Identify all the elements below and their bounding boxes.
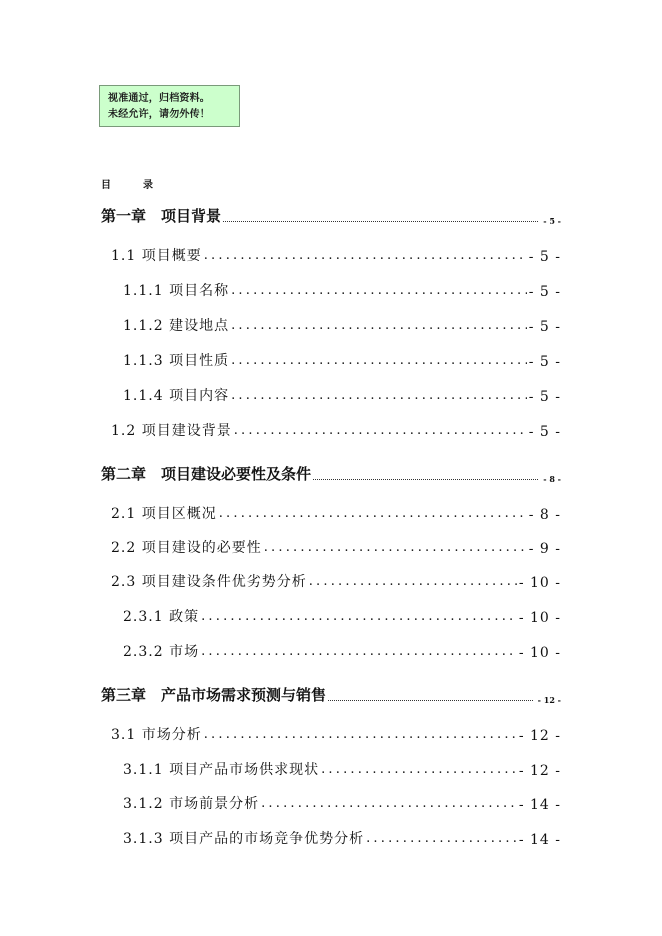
toc-entry-label: 1.1.4 项目内容: [123, 388, 230, 404]
toc-entry-page-number: - 9 -: [528, 541, 561, 557]
toc-leader-dots: [223, 221, 538, 222]
toc-entry-subsec[interactable]: [123, 606, 561, 626]
toc-entry-subsec[interactable]: [123, 828, 561, 848]
toc-entry-page-number: - 5 -: [528, 284, 561, 300]
toc-entry-subsec[interactable]: [123, 385, 561, 405]
toc-leader-dots: [204, 726, 517, 744]
toc-heading-char-1: 目: [101, 180, 111, 191]
toc-entry-subsec[interactable]: [123, 641, 561, 661]
toc-leader-dots: [219, 505, 527, 523]
toc-entry-page-number: - 5 -: [543, 216, 561, 226]
toc-entry-page-number: - 10 -: [518, 575, 561, 591]
toc-entry-label: 1.1.3 项目性质: [123, 353, 230, 369]
toc-heading: [101, 176, 153, 191]
toc-entry-page-number: - 12 -: [518, 763, 561, 779]
toc-leader-dots: [313, 479, 538, 480]
toc-entry-label: 第一章 项目背景: [101, 207, 222, 225]
toc-entry-chapter[interactable]: [101, 683, 561, 705]
toc-leader-dots: [264, 539, 527, 557]
toc-entry-subsec[interactable]: [123, 759, 561, 779]
toc-leader-dots: [261, 795, 517, 813]
toc-entry-label: 3.1.2 市场前景分析: [123, 796, 260, 812]
toc-leader-dots: [231, 282, 527, 300]
toc-entry-sec[interactable]: [111, 724, 561, 744]
toc-entry-sec[interactable]: [111, 420, 561, 440]
toc-entry-label: 2.3.1 政策: [123, 609, 200, 625]
toc-entry-label: 第二章 项目建设必要性及条件: [101, 465, 312, 483]
toc-entry-label: 2.3 项目建设条件优劣势分析: [111, 574, 307, 590]
toc-leader-dots: [204, 247, 527, 265]
toc-leader-dots: [321, 761, 517, 779]
toc-entry-page-number: - 12 -: [537, 695, 561, 705]
toc-entry-chapter[interactable]: [101, 462, 561, 484]
toc-entry-label: 3.1.3 项目产品的市场竞争优势分析: [123, 831, 365, 847]
toc-leader-dots: [328, 700, 533, 701]
toc-entry-label: 2.1 项目区概况: [111, 506, 217, 522]
toc-leader-dots: [366, 830, 517, 848]
toc-entry-subsec[interactable]: [123, 280, 561, 300]
toc-leader-dots: [231, 352, 527, 370]
toc-entry-page-number: - 8 -: [528, 507, 561, 523]
toc-entry-page-number: - 5 -: [528, 424, 561, 440]
toc-leader-dots: [201, 643, 517, 661]
toc-entry-sec[interactable]: [111, 537, 561, 557]
toc-entry-page-number: - 14 -: [518, 832, 561, 848]
toc-entry-page-number: - 10 -: [518, 610, 561, 626]
toc-entry-page-number: - 5 -: [528, 319, 561, 335]
notice-line-2: 未经允许，请勿外传！: [108, 109, 210, 120]
notice-line-1: 视准通过，归档资料。: [108, 93, 210, 104]
toc-entry-page-number: - 14 -: [518, 797, 561, 813]
toc-entry-label: 2.3.2 市场: [123, 644, 200, 660]
toc-entry-subsec[interactable]: [123, 350, 561, 370]
toc-entry-label: 第三章 产品市场需求预测与销售: [101, 686, 327, 704]
toc-entry-page-number: - 5 -: [528, 249, 561, 265]
toc-entry-page-number: - 12 -: [518, 728, 561, 744]
toc-leader-dots: [231, 317, 527, 335]
toc-heading-char-2: 录: [143, 180, 153, 191]
toc-entry-label: 3.1.1 项目产品市场供求现状: [123, 762, 320, 778]
confidential-notice-box: [99, 85, 240, 127]
toc-entry-chapter[interactable]: [101, 204, 561, 226]
toc-entry-sec[interactable]: [111, 571, 561, 591]
toc-entry-sec[interactable]: [111, 245, 561, 265]
toc-entry-page-number: - 5 -: [528, 354, 561, 370]
toc-leader-dots: [309, 573, 517, 591]
toc-entry-sec[interactable]: [111, 503, 561, 523]
toc-leader-dots: [201, 608, 517, 626]
toc-entry-label: 2.2 项目建设的必要性: [111, 540, 262, 556]
toc-leader-dots: [231, 387, 527, 405]
toc-entry-subsec[interactable]: [123, 793, 561, 813]
toc-entry-page-number: - 8 -: [543, 474, 561, 484]
toc-entry-label: 3.1 市场分析: [111, 727, 202, 743]
toc-leader-dots: [234, 422, 527, 440]
toc-entry-label: 1.2 项目建设背景: [111, 423, 232, 439]
toc-entry-label: 1.1.1 项目名称: [123, 283, 230, 299]
toc-entry-subsec[interactable]: [123, 315, 561, 335]
toc-entry-page-number: - 10 -: [518, 645, 561, 661]
toc-entry-label: 1.1.2 建设地点: [123, 318, 230, 334]
toc-entry-label: 1.1 项目概要: [111, 248, 202, 264]
toc-entry-page-number: - 5 -: [528, 389, 561, 405]
